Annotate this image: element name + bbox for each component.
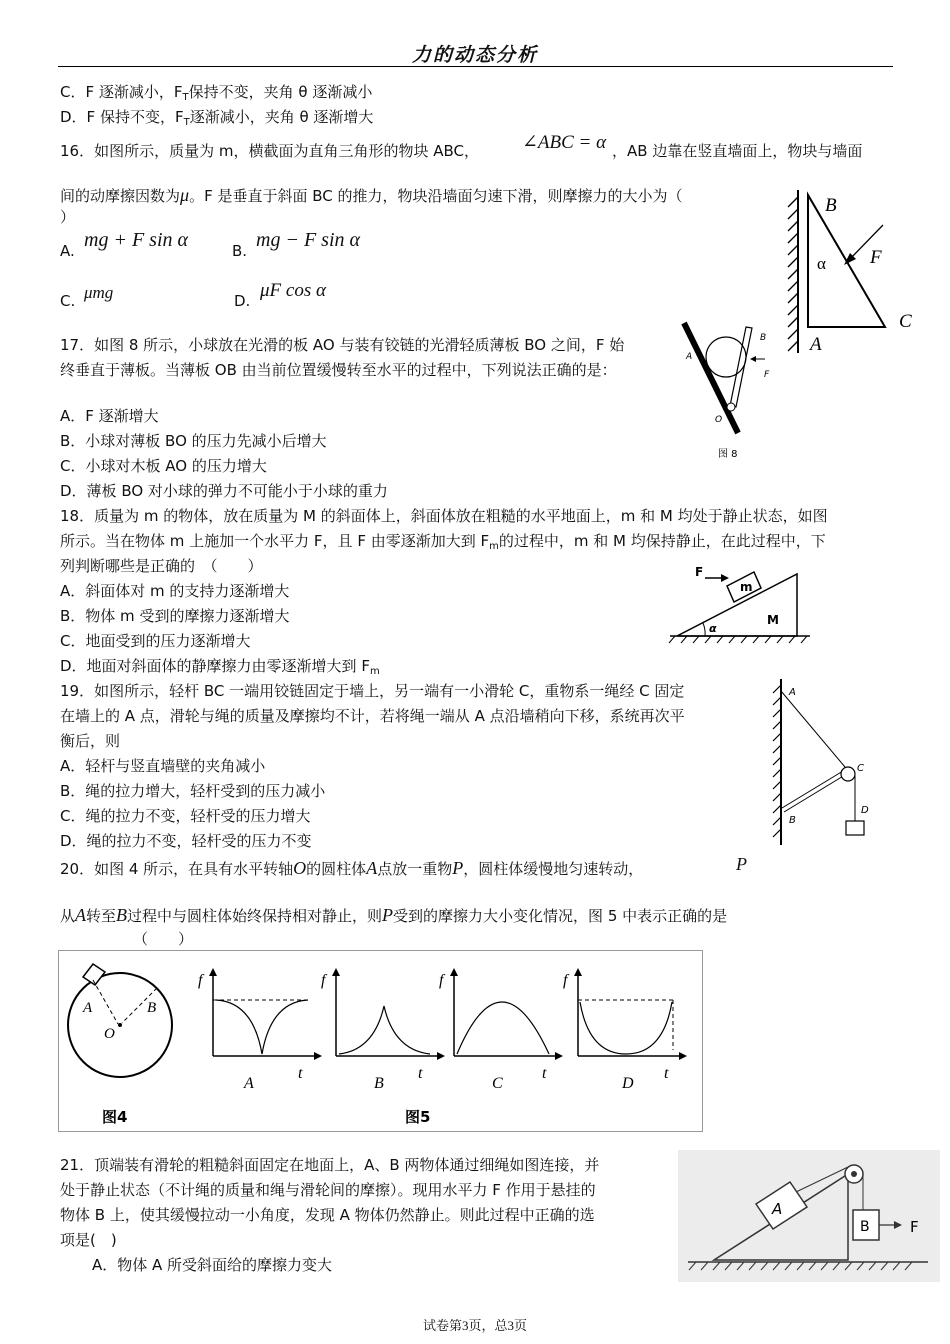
- q20-graph-a-label: A: [244, 1075, 254, 1092]
- q17-plate-ball-figure: [670, 315, 780, 465]
- q19-fig-label-c: C: [857, 763, 864, 774]
- q20-graph-c-label: C: [492, 1075, 503, 1092]
- q17-option-d: D．薄板 BO 对小球的弹力不可能小于小球的重力: [60, 482, 388, 500]
- q20-fig4-label-b: B: [147, 1000, 157, 1016]
- q18-fig-label-m: m: [740, 580, 753, 594]
- q20-fig4-label-o: O: [104, 1026, 115, 1042]
- q20-graph-d-f: f: [563, 972, 568, 989]
- q20-graph-c-t: t: [542, 1065, 547, 1082]
- q19-fig-label-b: B: [789, 815, 796, 826]
- q15-option-c: C．F 逐渐减小，$F_T$保持不变，夹角 θ 逐渐减小: [60, 83, 373, 103]
- q19-pulley-figure: [765, 675, 875, 850]
- q20-answer-blank: （ ）: [133, 930, 194, 948]
- q16-text-line1a: 16．如图所示，质量为 m，横截面为直角三角形的物块 ABC，: [60, 142, 479, 160]
- q21-text-line1: 21．顶端装有滑轮的粗糙斜面固定在地面上，A、B 两物体通过细绳如图连接，并: [60, 1156, 600, 1174]
- q18-text-line1: 18．质量为 m 的物体，放在质量为 M 的斜面体上，斜面体放在粗糙的水平地面上，m 和 M 均处于静止状态，如图: [60, 507, 828, 525]
- q16-fig-label-alpha: α: [817, 254, 826, 273]
- q19-option-b: B．绳的拉力增大，轻杆受到的压力减小: [60, 782, 326, 800]
- q19-text-line1: 19．如图所示，轻杆 BC 一端用铰链固定于墙上，另一端有一小滑轮 C，重物系一绳经 C 固定: [60, 682, 685, 700]
- q21-fig-label-f: F: [910, 1218, 919, 1236]
- q20-graph-a-f: f: [198, 972, 203, 989]
- q18-incline-figure: [665, 560, 815, 645]
- q19-text-line3: 衡后，则: [60, 732, 121, 750]
- q21-fig-label-b: B: [860, 1219, 870, 1235]
- q20-fig4-caption: 图4: [102, 1108, 128, 1126]
- q21-text-line4: 项是( ): [60, 1231, 117, 1249]
- q18-option-d: D．地面对斜面体的静摩擦力由零逐渐增大到 $F_m$: [60, 657, 380, 677]
- q17-option-b: B．小球对薄板 BO 的压力先减小后增大: [60, 432, 327, 450]
- header-divider: [58, 66, 893, 67]
- q16-text-line1b: ，AB 边靠在竖直墙面上，物块与墙面: [612, 142, 863, 160]
- q16-option-b-formula: mg − F sin α: [256, 229, 360, 251]
- q17-option-c: C．小球对木板 AO 的压力增大: [60, 457, 267, 475]
- q21-incline-pulley-figure: [678, 1150, 940, 1282]
- q20-fig5-caption: 图5: [405, 1108, 431, 1126]
- q18-option-b: B．物体 m 受到的摩擦力逐渐增大: [60, 607, 290, 625]
- q16-fig-label-b: B: [825, 195, 837, 216]
- q17-fig-label-o: O: [715, 415, 723, 425]
- q20-p-symbol: P: [736, 854, 747, 874]
- q21-text-line3: 物体 B 上，使其缓慢拉动一小角度，发现 A 物体仍然静止。则此过程中正确的选: [60, 1206, 595, 1224]
- q21-fig-label-a: A: [772, 1200, 783, 1218]
- q17-fig-label-a: A: [686, 352, 693, 362]
- q16-option-a-formula: mg + F sin α: [84, 229, 188, 251]
- q20-graph-d-t: t: [664, 1065, 669, 1082]
- q19-option-d: D．绳的拉力不变，轻杆受的压力不变: [60, 832, 312, 850]
- q17-fig-label-b: B: [760, 333, 767, 343]
- q19-fig-label-a: A: [789, 687, 796, 698]
- q17-text-line2: 终垂直于薄板。当薄板 OB 由当前位置缓慢转至水平的过程中，下列说法正确的是：: [60, 361, 617, 379]
- q16-angle-formula: ∠ABC = α: [522, 132, 607, 153]
- q16-text-line2: 间的动摩擦因数为μ。F 是垂直于斜面 BC 的推力，物块沿墙面匀速下滑，则摩擦力的大小为（: [60, 185, 683, 205]
- q20-fig4-label-a: A: [83, 1000, 93, 1016]
- q16-fig-label-c: C: [899, 311, 912, 332]
- q18-fig-label-bigm: M: [767, 613, 779, 627]
- q17-fig-label-f: F: [764, 370, 770, 380]
- q20-text-line2: 从A转至B过程中与圆柱体始终保持相对静止，则P受到的摩擦力大小变化情况，图 5 中表示正确的是: [60, 905, 728, 925]
- q19-text-line2: 在墙上的 A 点，滑轮与绳的质量及摩擦均不计，若将绳一端从 A 点沿墙稍向下移，系统再次平: [60, 707, 685, 725]
- q16-option-a-label: A.: [60, 242, 75, 260]
- page-title: 力的动态分析: [411, 44, 538, 66]
- q20-graph-d-label: D: [622, 1075, 634, 1092]
- q18-fig-label-f: F: [695, 565, 704, 579]
- q19-option-a: A．轻杆与竖直墙壁的夹角减小: [60, 757, 266, 775]
- q18-option-a: A．斜面体对 m 的支持力逐渐增大: [60, 582, 290, 600]
- q16-fig-label-f: F: [870, 247, 882, 268]
- q21-option-a: A．物体 A 所受斜面给的摩擦力变大: [92, 1256, 333, 1274]
- q18-fig-label-alpha: α: [709, 622, 717, 635]
- q19-fig-label-d: D: [861, 805, 869, 816]
- q16-text-line3: ）: [60, 208, 76, 226]
- q18-option-c: C．地面受到的压力逐渐增大: [60, 632, 251, 650]
- q19-option-c: C．绳的拉力不变，轻杆受的压力增大: [60, 807, 311, 825]
- q16-option-b-label: B.: [232, 242, 248, 260]
- page-footer: 试卷第3页，总3页: [422, 1318, 527, 1333]
- q17-option-a: A．F 逐渐增大: [60, 407, 159, 425]
- q20-text-line1: 20．如图 4 所示，在具有水平转轴O的圆柱体A点放一重物P，圆柱体缓慢地匀速转动，: [60, 858, 644, 878]
- q20-graph-a-t: t: [298, 1065, 303, 1082]
- q20-graph-b-f: f: [321, 972, 326, 989]
- q21-text-line2: 处于静止状态（不计绳的质量和绳与滑轮间的摩擦）。现用水平力 F 作用于悬挂的: [60, 1181, 596, 1199]
- q16-option-c-label: C.: [60, 292, 76, 310]
- q20-graph-b-label: B: [374, 1075, 384, 1092]
- q16-option-d-formula: μF cos α: [260, 280, 326, 301]
- q17-text-line1: 17．如图 8 所示，小球放在光滑的板 AO 与装有铰链的光滑轻质薄板 BO 之间，F 始: [60, 336, 625, 354]
- q16-wedge-figure: [780, 185, 920, 360]
- q20-graph-b-t: t: [418, 1065, 423, 1082]
- q20-figure-panel: [58, 950, 703, 1132]
- q20-graph-c-f: f: [439, 972, 444, 989]
- q15-option-d: D．F 保持不变，$F_T$逐渐减小，夹角 θ 逐渐增大: [60, 108, 374, 128]
- q18-text-line2: 所示。当在物体 m 上施加一个水平力 F，且 F 由零逐渐加大到 $F_m$的过程中，m 和 M 均保持静止，在此过程中，下: [60, 532, 826, 552]
- q16-option-d-label: D.: [234, 292, 251, 310]
- q16-option-c-formula: μmg: [84, 283, 114, 302]
- q16-fig-label-a: A: [810, 334, 822, 355]
- q18-text-line3: 列判断哪些是正确的 （ ）: [60, 557, 263, 575]
- q17-fig-caption: 图 8: [718, 449, 738, 460]
